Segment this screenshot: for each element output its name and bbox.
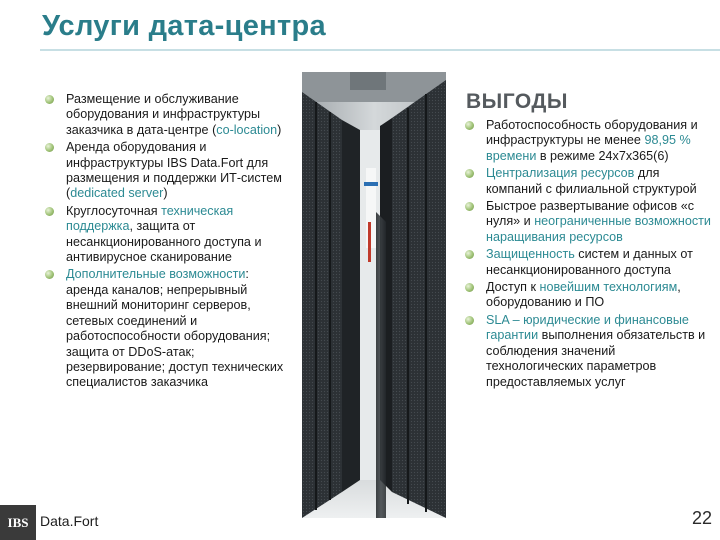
highlighted-text: Защищенность [486, 247, 575, 262]
benefit-item [464, 313, 714, 390]
ibs-logo: IBS [0, 505, 36, 540]
highlighted-text: техническая поддержка [66, 203, 234, 234]
item-text: Работоспособность оборудования и инфраструктуры не менее [486, 118, 698, 148]
item-text: систем и данных от несанкционированного доступа [486, 247, 693, 277]
item-text: Круглосуточная [66, 203, 162, 218]
item-text: ) [277, 122, 282, 137]
benefit-item [464, 247, 714, 278]
benefits-heading: ВЫГОДЫ [466, 90, 568, 113]
highlighted-text: Централизация ресурсов [486, 166, 635, 181]
bullet-icon [465, 202, 474, 211]
title-divider [40, 49, 720, 51]
item-text: : аренда каналов; непрерывный внешний мониторинг серверов, сетевых соединений и работоспособности оборудования; защита от DDoS-атак; резервирование; доступ технических специалистов заказчика [66, 267, 284, 390]
benefits-list [464, 118, 714, 392]
benefit-item [464, 166, 714, 197]
item-text: Доступ к [486, 280, 540, 295]
bullet-icon [465, 169, 474, 178]
bullet-icon [465, 283, 474, 292]
item-text: Размещение и обслуживание оборудования и инфраструктуры заказчика в дата-центре ( [66, 92, 261, 137]
bullet-icon [45, 270, 54, 279]
service-item [44, 140, 284, 202]
services-list [44, 92, 284, 393]
service-item [44, 204, 284, 266]
highlighted-text: SLA – юридические и финансовые гарантии [486, 312, 689, 343]
page-number: 22 [691, 508, 712, 528]
highlighted-text: новейшим технологиям [539, 280, 678, 295]
bullet-icon [465, 121, 474, 130]
item-text: Аренда оборудования и инфраструктуры IBS Data.Fort для размещения и поддержки ИТ-систем ( [66, 140, 282, 201]
item-text: для компаний с филиальной структурой [486, 166, 697, 196]
benefit-item [464, 199, 714, 245]
service-item [44, 267, 284, 390]
highlighted-text: dedicated server [70, 186, 164, 201]
highlighted-text: Дополнительные возможности [66, 267, 246, 282]
slide-title: Услуги дата-центра [42, 10, 326, 42]
brand-name: Data.Fort [40, 513, 99, 529]
bullet-icon [45, 207, 54, 216]
item-text: , защита от несанкционированного доступа и антивирусное сканирование [66, 219, 262, 265]
item-text: Быстрое развертывание офисов «с нуля» и [486, 199, 695, 229]
bullet-icon [465, 316, 474, 325]
benefit-item [464, 118, 714, 164]
highlighted-text: co-location [216, 122, 278, 137]
highlighted-text: 98,95 % времени [486, 133, 691, 163]
item-text: ) [163, 186, 168, 201]
server-racks-photo [302, 72, 446, 518]
highlighted-text: неограниченные возможности наращивания ресурсов [486, 214, 711, 244]
item-text: , оборудованию и ПО [486, 280, 681, 310]
bullet-icon [45, 143, 54, 152]
item-text: выполнения обязательств и соблюдения значений технологических параметров предоставляемых услуг [486, 328, 706, 389]
bullet-icon [465, 250, 474, 259]
service-item [44, 92, 284, 138]
benefit-item [464, 280, 714, 311]
item-text: в режиме 24х7х365(6) [536, 148, 669, 163]
bullet-icon [45, 95, 54, 104]
